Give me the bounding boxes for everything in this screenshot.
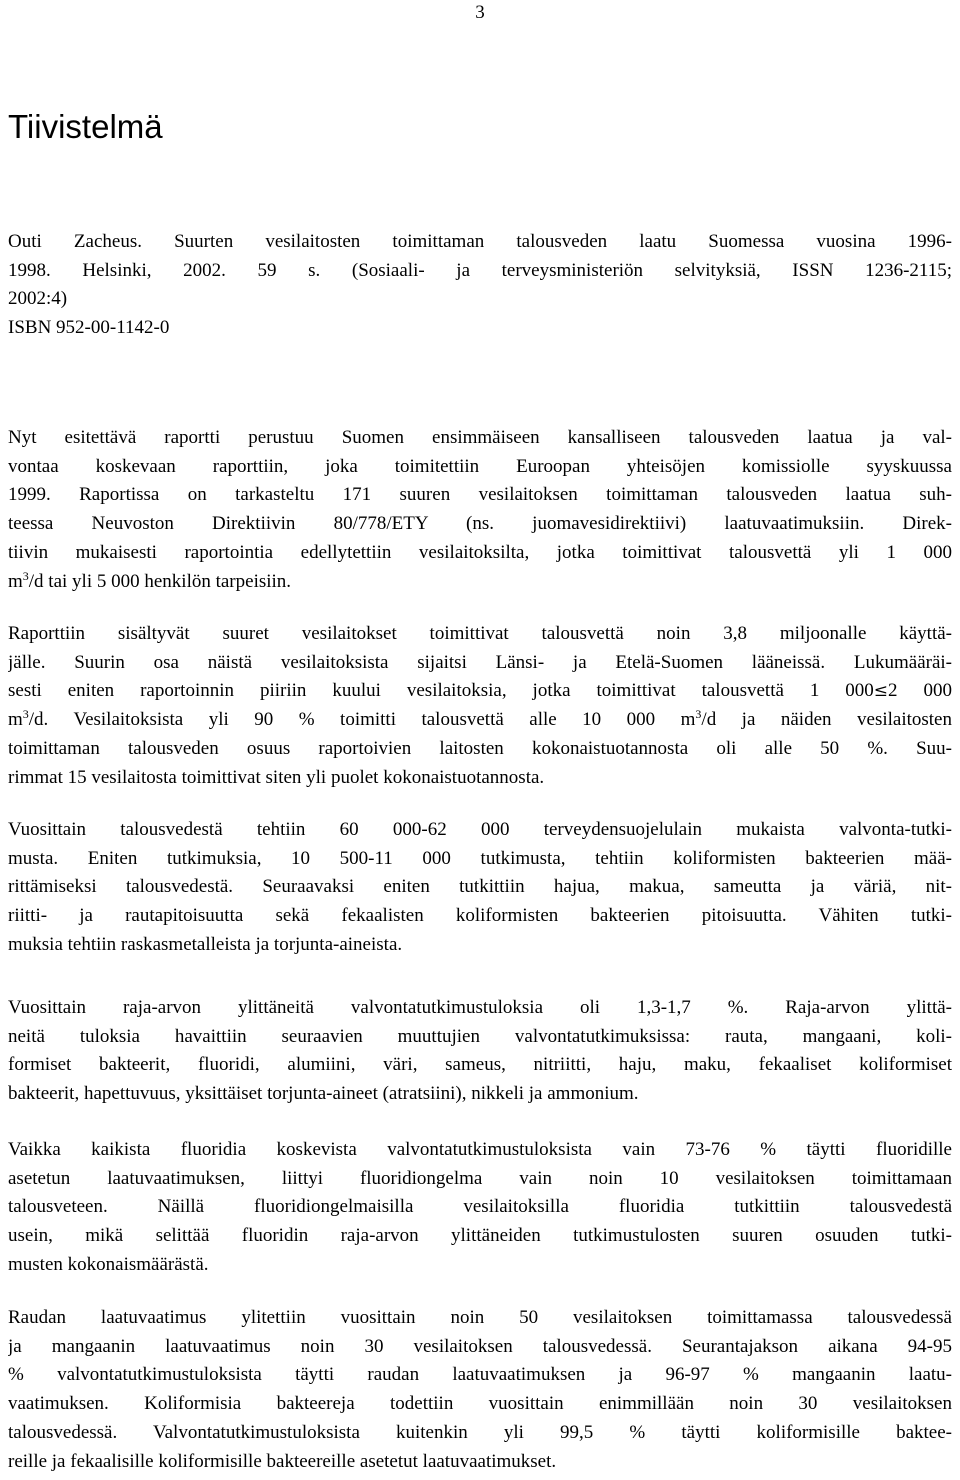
paragraph-line: formiset bakteerit, fluoridi, alumiini, väri, sameus, nitriitti, haju, maku, fekaaliset koliformiset	[8, 1054, 952, 1076]
paragraph-line: Vuosittain raja-arvon ylittäneitä valvontatutkimustuloksia oli 1,3-1,7 %. Raja-arvon ylittä-	[8, 997, 952, 1018]
paragraph-line: Vuosittain talousvedestä tehtiin 60 000-62 000 terveydensuojelulain mukaista valvonta-tutki-	[8, 819, 952, 840]
paragraph-line: riitti- ja rautapitoisuutta sekä fekaalisten koliformisten bakteerien pitoisuutta. Vähiten tutki-	[8, 905, 952, 927]
paragraph-line: rimmat 15 vesilaitosta toimittivat siten yli puolet kokonaistuotannosta.	[8, 766, 545, 788]
citation-line: 1998. Helsinki, 2002. 59 s. (Sosiaali- ja terveysministeriön selvityksiä, ISSN 1236-2115;	[8, 259, 952, 281]
paragraph-line: Raudan laatuvaatimus ylitettiin vuosittain noin 50 vesilaitoksen toimittamassa talousvedessä	[8, 1307, 952, 1328]
superscript: 3	[695, 707, 702, 722]
text-run: /d tai yli 5 000 henkilön tarpeisiin.	[28, 570, 292, 592]
superscript: 3	[22, 707, 29, 722]
citation-block	[8, 228, 952, 343]
paragraph-line: Raporttiin sisältyvät suuret vesilaitokset toimittivat talousvettä noin 3,8 miljoonalle käyttä-	[8, 623, 952, 644]
page-number: 3	[475, 2, 485, 23]
paragraph-4	[8, 994, 952, 1109]
paragraph-line: % valvontatutkimustuloksista täytti raudan laatuvaatimuksen ja 96-97 % mangaanin laatu-	[8, 1364, 952, 1386]
paragraph-line: bakteerit, hapettuvuus, yksittäiset torjunta-aineet (atratsiini), nikkeli ja ammonium.	[8, 1083, 639, 1105]
less-or-equal-symbol: ≤	[873, 681, 889, 702]
paragraph-6	[8, 1304, 952, 1476]
citation-line: Outi Zacheus. Suurten vesilaitosten toimittaman talousveden laatu Suomessa vuosina 1996-	[8, 231, 952, 252]
paragraph-3	[8, 816, 952, 960]
paragraph-line: usein, mikä selittää fluoridin raja-arvon ylittäneiden tutkimustulosten suuren osuuden tutki-	[8, 1225, 952, 1247]
paragraph-line: neitä tuloksia havaittiin seuraavien muuttujien valvontatutkimuksissa: rauta, mangaani, koli-	[8, 1025, 952, 1047]
isbn-line: ISBN 952-00-1142-0	[8, 317, 170, 339]
text-run: 2 000	[888, 680, 952, 702]
paragraph-line: vontaa koskevaan raporttiin, joka toimitettiin Euroopan yhteisöjen komissiolle syyskuussa	[8, 455, 952, 477]
paragraph-1	[8, 424, 952, 596]
paragraph-line: Nyt esitettävä raportti perustuu Suomen ensimmäiseen kansalliseen talousveden laatua ja val-	[8, 427, 952, 448]
text-run: sesti eniten raportoinnin piiriin kuului vesilaitoksia, jotka toimittivat talousvettä 1 000	[8, 680, 874, 702]
paragraph-line: 1999. Raportissa on tarkasteltu 171 suuren vesilaitoksen toimittaman talousveden laatua suh-	[8, 484, 952, 506]
paragraph-line	[8, 677, 952, 706]
citation-line: 2002:4)	[8, 288, 68, 310]
text-run: /d ja näiden vesilaitosten	[701, 709, 952, 731]
paragraph-line: tiivin mukaisesti raportointia edellytettiin vesilaitoksilta, jotka toimittivat talousvettä yli 1 000	[8, 541, 952, 563]
paragraph-line: talousvedessä. Valvontatutkimustuloksista kuitenkin yli 99,5 % täytti koliformisille baktee-	[8, 1421, 952, 1443]
paragraph-line	[8, 706, 952, 735]
paragraph-line: musta. Eniten tutkimuksia, 10 500-11 000 tutkimusta, tehtiin koliformisten bakteerien mää-	[8, 847, 952, 869]
paragraph-line: toimittaman talousveden osuus raportoivien laitosten kokonaistuotannosta oli alle 50 %. Suu-	[8, 737, 952, 759]
paragraph-line: vaatimuksen. Koliformisia bakteereja todettiin vuosittain enimmillään noin 30 vesilaitoksen	[8, 1393, 952, 1415]
text-run: /d. Vesilaitoksista yli 90 % toimitti talousvettä alle 10 000 m	[28, 709, 696, 731]
paragraph-line: musten kokonaismäärästä.	[8, 1253, 209, 1275]
paragraph-line: muksia tehtiin raskasmetalleista ja torjunta-aineista.	[8, 933, 403, 955]
paragraph-line: jälle. Suurin osa näistä vesilaitoksista sijaitsi Länsi- ja Etelä-Suomen lääneissä. Lukumääräi-	[8, 651, 952, 673]
paragraph-line: Vaikka kaikista fluoridia koskevista valvontatutkimustuloksista vain 73-76 % täytti fluoridille	[8, 1139, 952, 1160]
paragraph-line: reille ja fekaalisille koliformisille bakteereille asetetut laatuvaatimukset.	[8, 1450, 557, 1472]
superscript: 3	[22, 568, 29, 583]
paragraph-5	[8, 1136, 952, 1280]
text-run: m	[8, 709, 23, 731]
paragraph-line: rittämiseksi talousvedestä. Seuraavaksi eniten tutkittiin hajua, makua, sameutta ja väriä, nit-	[8, 876, 952, 898]
paragraph-line: ja mangaanin laatuvaatimus noin 30 vesilaitoksen talousvedessä. Seurantajakson aikana 94-95	[8, 1335, 952, 1357]
page-title: Tiivistelmä	[8, 108, 163, 145]
paragraph-line: talousveteen. Näillä fluoridiongelmaisilla vesilaitoksilla fluoridia tutkittiin talousvedestä	[8, 1196, 952, 1218]
text-run: m	[8, 570, 23, 592]
paragraph-line: teessa Neuvoston Direktiivin 80/778/ETY (ns. juomavesidirektiivi) laatuvaatimuksiin. Direk-	[8, 513, 952, 535]
paragraph-2	[8, 620, 952, 792]
paragraph-line	[8, 568, 952, 597]
paragraph-line: asetetun laatuvaatimuksen, liittyi fluoridiongelma vain noin 10 vesilaitoksen toimittamaan	[8, 1167, 952, 1189]
